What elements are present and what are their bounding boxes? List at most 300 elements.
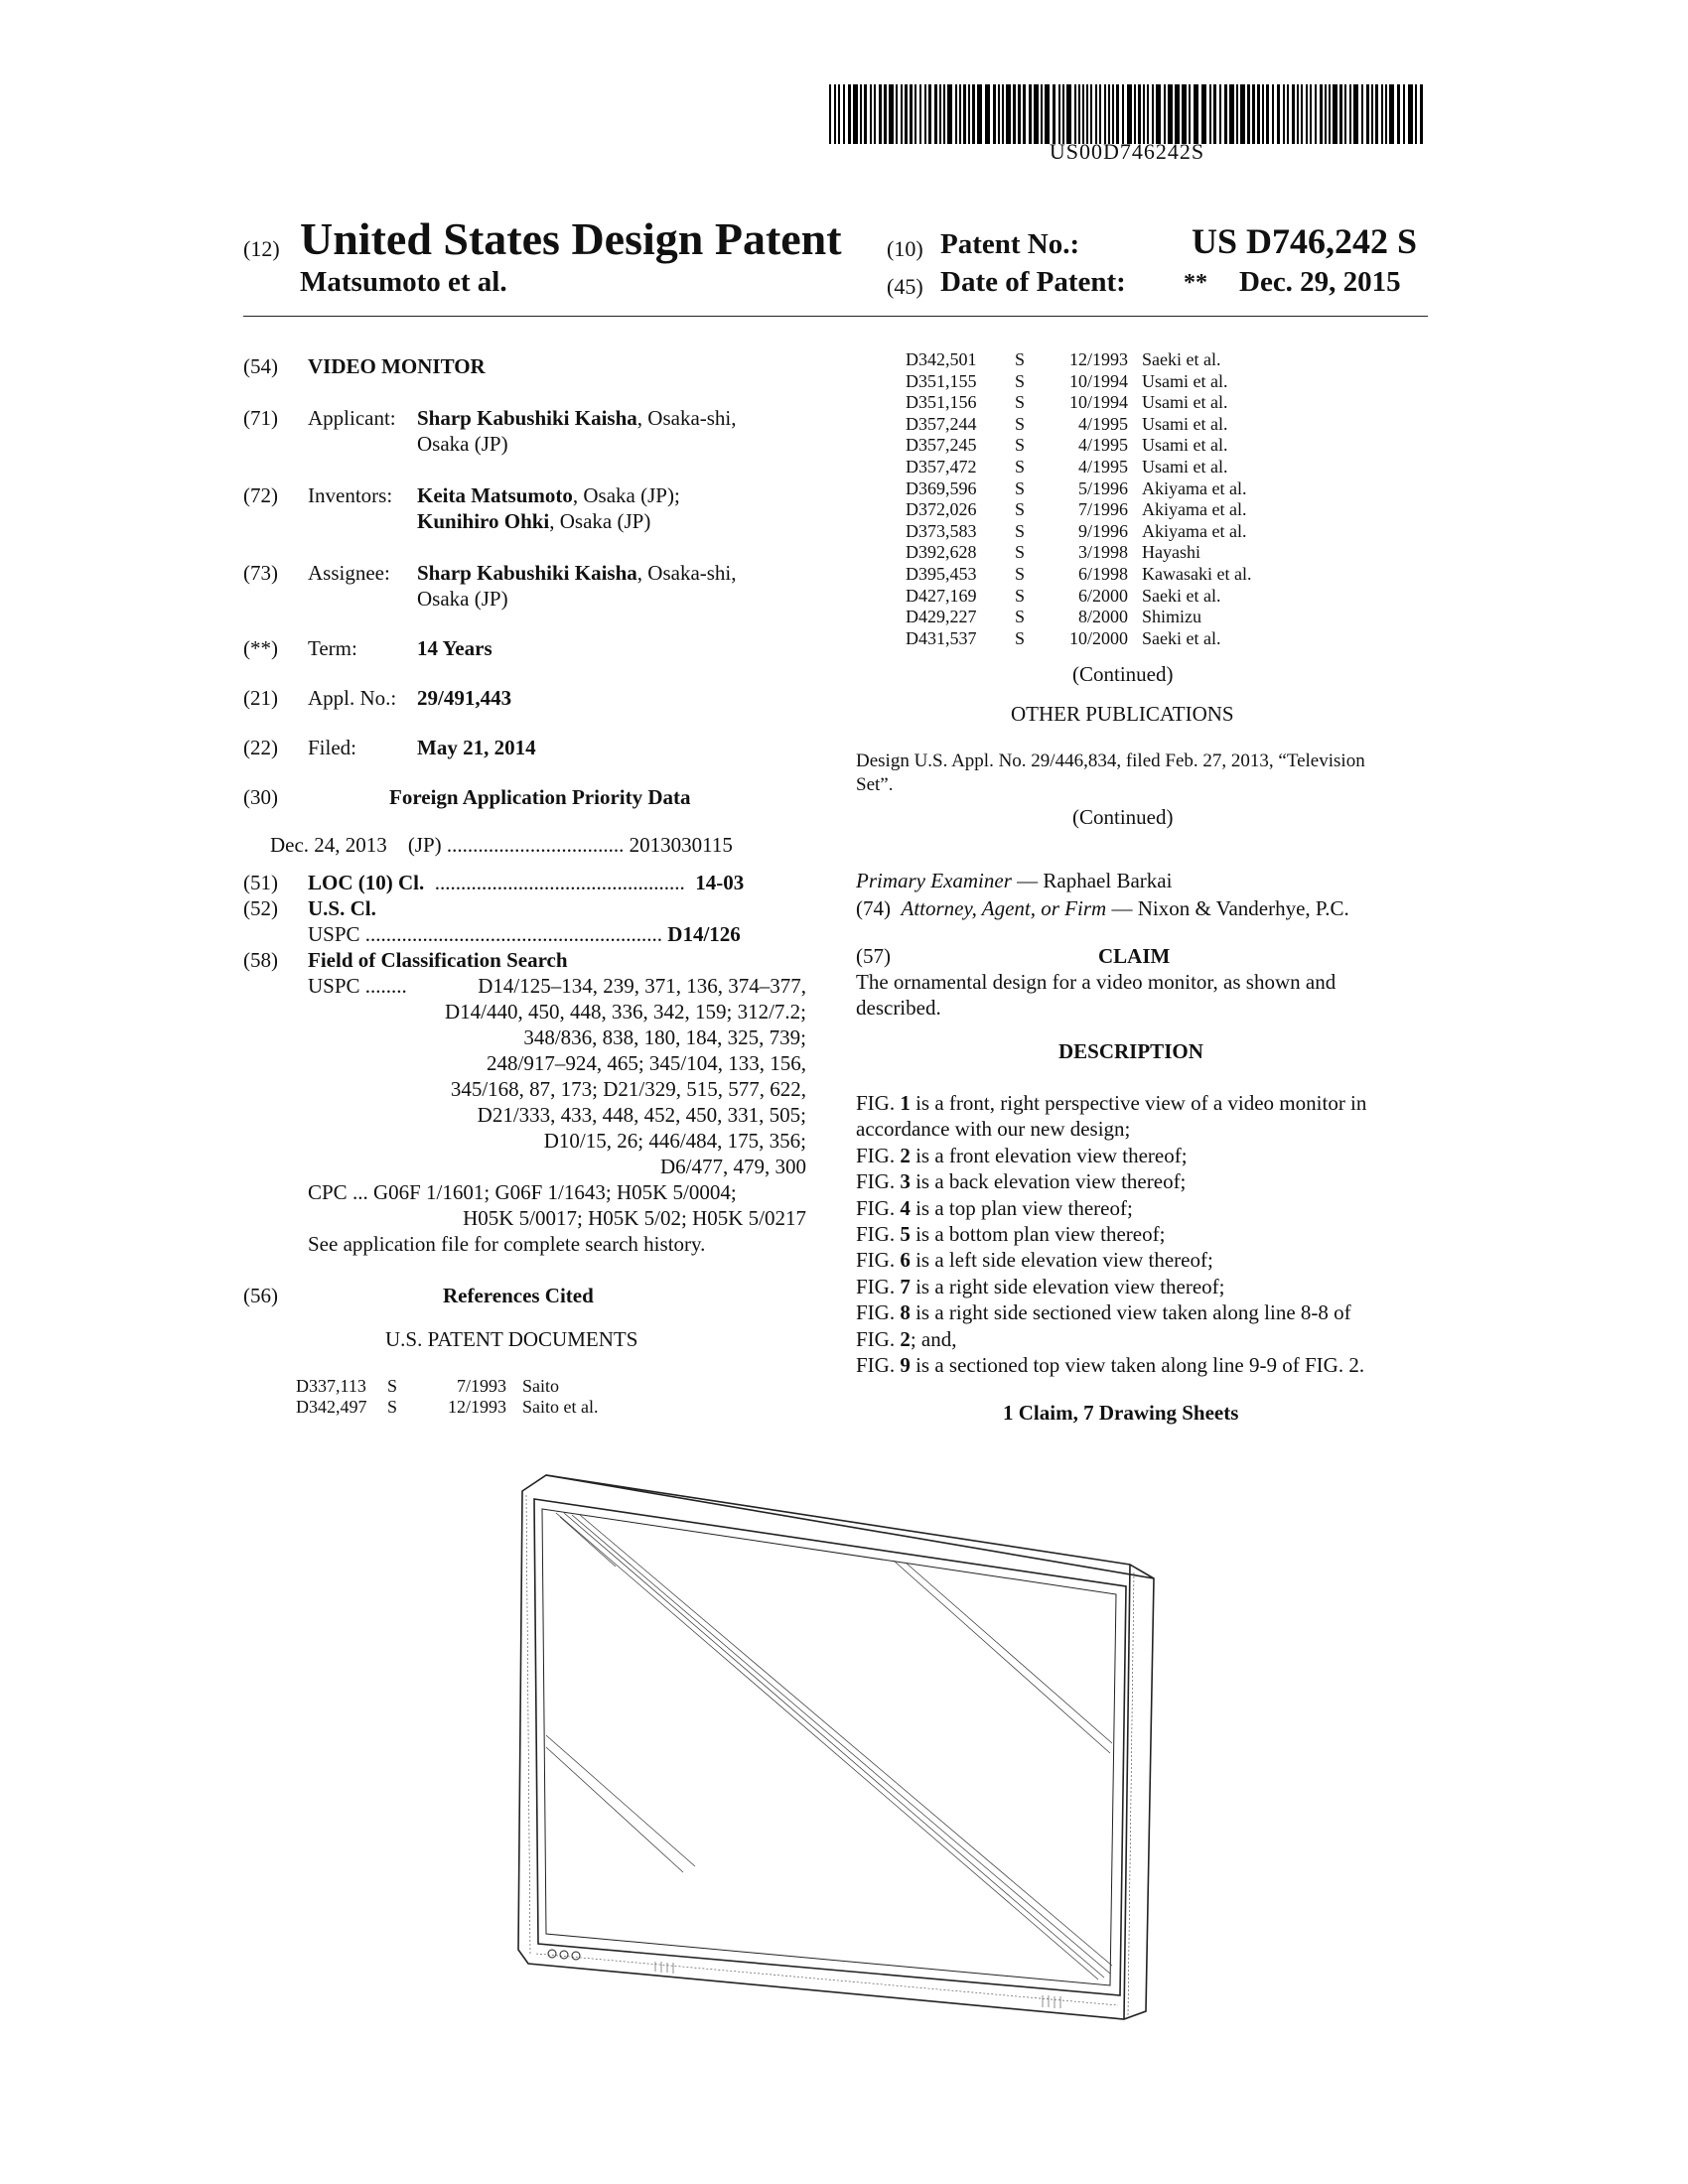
barcode-bar xyxy=(1315,84,1317,144)
ref-number: D342,501 xyxy=(906,349,977,369)
inventor-2-name: Kunihiro Ohki xyxy=(417,509,550,533)
fig-text: is a bottom plan view thereof; xyxy=(910,1222,1166,1247)
ref-kind: S xyxy=(1015,563,1026,584)
fig-prefix: accordance with our new design; xyxy=(856,1117,1131,1142)
assignee-location: , Osaka-shi, xyxy=(636,561,737,585)
date-label: Date of Patent: xyxy=(940,266,1126,298)
us-cl-label: U.S. Cl. xyxy=(308,896,376,920)
barcode-bar xyxy=(972,84,975,144)
barcode-bar xyxy=(1306,84,1308,144)
barcode-bar xyxy=(1134,84,1136,144)
inventor-1-name: Keita Matsumoto xyxy=(417,483,573,507)
attorney-name: — Nixon & Vanderhye, P.C. xyxy=(1106,896,1349,920)
ref-kind: S xyxy=(387,1397,398,1417)
ref-kind: S xyxy=(1015,478,1026,498)
ref-date: 3/1998 xyxy=(1077,542,1128,563)
barcode-bar xyxy=(1415,84,1417,144)
field-uspc-line: D14/440, 450, 448, 336, 342, 159; 312/7.2; xyxy=(444,1000,806,1024)
barcode-bar xyxy=(829,84,831,144)
barcode-bar xyxy=(1389,84,1394,144)
fig-prefix: FIG. xyxy=(856,1274,901,1298)
loc-label: LOC (10) Cl. xyxy=(308,871,425,894)
barcode-number: US00D746242S xyxy=(1049,139,1205,164)
barcode-bar xyxy=(843,84,845,144)
reference-row xyxy=(296,1376,598,1397)
fig-number: 4 xyxy=(900,1195,911,1220)
barcode-bar xyxy=(1029,84,1032,144)
barcode-bar xyxy=(1034,84,1039,144)
code-74: (74) xyxy=(856,896,891,920)
barcode-bar xyxy=(1252,84,1255,144)
reference-row xyxy=(906,499,1301,521)
ref-kind: S xyxy=(1015,456,1026,477)
barcode-bar xyxy=(910,84,913,144)
ref-date: 7/1993 xyxy=(456,1376,506,1396)
barcode-bar xyxy=(1099,84,1101,144)
reference-row xyxy=(906,521,1301,543)
barcode-bar xyxy=(1349,84,1351,144)
date-marker: ** xyxy=(1184,270,1207,296)
barcode-bar xyxy=(1168,84,1173,144)
barcode-bar xyxy=(959,84,961,144)
barcode-bar xyxy=(1045,84,1050,144)
figure-description xyxy=(856,1195,1366,1221)
loc-value: 14-03 xyxy=(695,871,745,894)
ref-kind: S xyxy=(1015,499,1026,520)
fig-text: is a front, right perspective view of a video monitor in xyxy=(910,1091,1367,1115)
assignee-name: Sharp Kabushiki Kaisha xyxy=(417,561,637,585)
ref-inventor: Akiyama et al. xyxy=(1142,478,1247,498)
barcode-bar xyxy=(838,84,840,144)
barcode-bar xyxy=(924,84,926,144)
ref-date: 9/1996 xyxy=(1077,520,1128,541)
barcode-bar xyxy=(1062,84,1064,144)
search-history-note: See application file for complete search history. xyxy=(308,1232,706,1256)
barcode-bar xyxy=(1292,84,1295,144)
claim-text xyxy=(856,969,1336,1021)
barcode-bar xyxy=(834,84,836,144)
examiner-name: — Raphael Barkai xyxy=(1011,869,1173,892)
barcode-bar xyxy=(1116,84,1119,144)
barcode-bar xyxy=(1143,84,1145,144)
barcode-bar xyxy=(848,84,851,144)
fig-number: 3 xyxy=(900,1169,911,1194)
barcode-bar xyxy=(1375,84,1378,144)
barcode-bar xyxy=(1086,84,1088,144)
figure-description xyxy=(856,1143,1366,1168)
ref-date: 10/2000 xyxy=(1068,627,1128,648)
barcode-bar xyxy=(1339,84,1342,144)
other-publication-line: Set”. xyxy=(856,774,894,795)
filed-date: May 21, 2014 xyxy=(417,736,536,759)
fig-text: is a right side elevation view thereof; xyxy=(910,1274,1225,1298)
control-buttons xyxy=(548,1950,580,1960)
ref-date: 4/1995 xyxy=(1077,435,1128,456)
ref-kind: S xyxy=(1015,520,1026,541)
monitor-edge-hatching xyxy=(526,1495,1134,2015)
claim-heading: CLAIM xyxy=(1098,944,1171,968)
barcode-bar xyxy=(1247,84,1250,144)
assignee xyxy=(417,560,737,612)
applicant xyxy=(417,405,737,457)
ref-inventor: Usami et al. xyxy=(1142,370,1228,391)
ref-kind: S xyxy=(1015,392,1026,413)
patent-date: Dec. 29, 2015 xyxy=(1239,266,1401,298)
barcode-bar xyxy=(1257,84,1260,144)
figure-description xyxy=(856,1274,1366,1299)
reference-row xyxy=(906,607,1301,628)
header-rule xyxy=(243,316,1428,317)
reference-row xyxy=(906,349,1301,371)
barcode-bar xyxy=(1095,84,1097,144)
screen-reflection-lines xyxy=(546,1513,1112,1979)
loc-class xyxy=(308,870,744,895)
description-heading: DESCRIPTION xyxy=(1058,1039,1203,1063)
barcode-bar xyxy=(1329,84,1331,144)
barcode-bar xyxy=(943,84,945,144)
ref-number: D373,583 xyxy=(906,520,977,541)
field-uspc-line: 345/168, 87, 173; D21/329, 515, 577, 622, xyxy=(450,1077,806,1101)
ref-number: D395,453 xyxy=(906,563,977,584)
fig-text: is a right side sectioned view taken along line 8-8 of xyxy=(910,1300,1351,1325)
ref-date: 10/1994 xyxy=(1068,392,1128,413)
figure-description xyxy=(856,1090,1366,1116)
barcode-bar xyxy=(860,84,862,144)
assignee-label: Assignee: xyxy=(308,561,390,585)
barcode-bar xyxy=(1287,84,1289,144)
barcode-bar xyxy=(1053,84,1055,144)
fig-text: is a top plan view thereof; xyxy=(910,1195,1133,1220)
barcode-bar xyxy=(1213,84,1216,144)
barcode-bar xyxy=(1152,84,1154,144)
barcode-bar xyxy=(1297,84,1299,144)
reference-row xyxy=(906,371,1301,393)
barcode-bar xyxy=(864,84,867,144)
barcode-bar xyxy=(1381,84,1383,144)
barcode-bar xyxy=(1266,84,1269,144)
ref-date: 12/1993 xyxy=(1068,349,1128,369)
barcode-bar xyxy=(853,84,858,144)
code-71: (71) xyxy=(243,406,278,430)
fig-prefix: FIG. xyxy=(856,1143,901,1167)
ref-date: 5/1996 xyxy=(1077,478,1128,498)
ref-inventor: Usami et al. xyxy=(1142,413,1228,434)
barcode-bar xyxy=(1229,84,1234,144)
fig-text: is a back elevation view thereof; xyxy=(910,1169,1187,1194)
inventors xyxy=(417,482,680,534)
barcode-bar xyxy=(1397,84,1400,144)
fig-prefix: FIG. xyxy=(856,1248,901,1273)
fig-number: 2 xyxy=(900,1143,911,1167)
ref-inventor: Akiyama et al. xyxy=(1142,499,1247,520)
barcode-bar xyxy=(1240,84,1245,144)
barcode-bar xyxy=(1333,84,1337,144)
barcode-bar xyxy=(1156,84,1161,144)
term-label: Term: xyxy=(308,636,357,660)
ref-number: D357,472 xyxy=(906,456,977,477)
ref-kind: S xyxy=(1015,349,1026,369)
claims-sheets-count: 1 Claim, 7 Drawing Sheets xyxy=(1003,1401,1239,1425)
fig-number: 1 xyxy=(900,1091,911,1115)
field-search-heading: Field of Classification Search xyxy=(308,948,568,972)
ref-number: D357,244 xyxy=(906,413,977,434)
barcode-bar xyxy=(884,84,887,144)
barcode-bar xyxy=(1272,84,1274,144)
field-uspc-line: D21/333, 433, 448, 452, 450, 331, 505; xyxy=(477,1103,806,1127)
barcode-bar xyxy=(1082,84,1084,144)
barcode-bar xyxy=(1301,84,1303,144)
cpc-line-2: H05K 5/0017; H05K 5/02; H05K 5/0217 xyxy=(463,1206,806,1230)
inventor-1-location: , Osaka (JP); xyxy=(572,483,680,507)
figure-description xyxy=(856,1168,1366,1194)
barcode-bar xyxy=(1175,84,1180,144)
barcode-bar xyxy=(874,84,876,144)
fig-number: 9 xyxy=(900,1353,911,1378)
barcode-bar xyxy=(985,84,990,144)
barcode-bar xyxy=(1201,84,1206,144)
foreign-number: 2013030115 xyxy=(629,833,733,857)
barcode-bar xyxy=(1209,84,1211,144)
foreign-date: Dec. 24, 2013 xyxy=(270,833,387,857)
code-73: (73) xyxy=(243,561,278,585)
appl-label: Appl. No.: xyxy=(308,686,397,710)
field-uspc-line: D14/125–134, 239, 371, 136, 374–377, xyxy=(478,974,806,998)
barcode-bar xyxy=(955,84,957,144)
ref-inventor: Saeki et al. xyxy=(1142,349,1221,369)
fig-prefix: FIG. xyxy=(856,1300,901,1325)
assignee-country: Osaka (JP) xyxy=(417,587,508,611)
ref-number: D351,156 xyxy=(906,392,977,413)
continued-marker: (Continued) xyxy=(1072,662,1174,686)
ref-kind: S xyxy=(1015,413,1026,434)
reference-row xyxy=(906,457,1301,478)
ref-number: D429,227 xyxy=(906,607,977,627)
barcode-bar xyxy=(1018,84,1021,144)
ref-kind: S xyxy=(1015,370,1026,391)
ref-date: 12/1993 xyxy=(447,1397,506,1417)
barcode-bar xyxy=(1090,84,1092,144)
uspc-label: USPC xyxy=(308,922,360,946)
barcode-bar xyxy=(1262,84,1264,144)
barcode-bar xyxy=(914,84,916,144)
reference-row xyxy=(906,478,1301,500)
applicant-location: , Osaka-shi, xyxy=(636,406,737,430)
attorney-label: Attorney, Agent, or Firm xyxy=(901,896,1107,920)
figure-description xyxy=(856,1326,1366,1352)
ref-inventor: Kawasaki et al. xyxy=(1142,563,1252,584)
ref-date: 4/1995 xyxy=(1077,413,1128,434)
ref-date: 10/1994 xyxy=(1068,370,1128,391)
ref-date: 7/1996 xyxy=(1077,499,1128,520)
barcode-bar xyxy=(1277,84,1280,144)
term-value: 14 Years xyxy=(417,636,492,660)
document-type: United States Design Patent xyxy=(300,213,842,264)
applicant-name: Sharp Kabushiki Kaisha xyxy=(417,406,637,430)
barcode-bar xyxy=(889,84,894,144)
ref-inventor: Usami et al. xyxy=(1142,456,1228,477)
barcode-bar xyxy=(1023,84,1026,144)
us-patent-documents-heading: U.S. PATENT DOCUMENTS xyxy=(385,1327,638,1351)
barcode-bar xyxy=(928,84,931,144)
reference-row xyxy=(906,435,1301,457)
ref-kind: S xyxy=(1015,435,1026,456)
code-45: (45) xyxy=(887,274,923,299)
fig-prefix: FIG. xyxy=(856,1326,901,1351)
foreign-priority-entry xyxy=(270,832,733,858)
barcode-bar xyxy=(1066,84,1071,144)
barcode-bar xyxy=(1189,84,1191,144)
fig-prefix: FIG. xyxy=(856,1091,901,1115)
inventors-label: Inventors: xyxy=(308,483,393,507)
ref-number: D431,537 xyxy=(906,627,977,648)
reference-row xyxy=(906,628,1301,650)
foreign-dots: .................................. xyxy=(446,833,625,857)
code-22: (22) xyxy=(243,736,278,759)
claim-line: The ornamental design for a video monitor, as shown and xyxy=(856,970,1336,994)
code-72: (72) xyxy=(243,483,278,507)
barcode-bar xyxy=(1041,84,1043,144)
barcode-bar xyxy=(998,84,1000,144)
barcode-bar xyxy=(870,84,872,144)
ref-kind: S xyxy=(1015,542,1026,563)
barcode-bar xyxy=(1006,84,1011,144)
fig-prefix: FIG. xyxy=(856,1222,901,1247)
barcode-bar xyxy=(1366,84,1369,144)
field-uspc-line: 248/917–924, 465; 345/104, 133, 156, xyxy=(486,1051,806,1075)
barcode-bar xyxy=(947,84,952,144)
ref-date: 4/1995 xyxy=(1077,456,1128,477)
barcode-bar xyxy=(1122,84,1124,144)
inventor-line: Matsumoto et al. xyxy=(300,266,507,298)
code-12: (12) xyxy=(243,236,280,261)
fig-text: is a sectioned top view taken along line 9-9 of FIG. 2. xyxy=(910,1353,1365,1378)
code-57: (57) xyxy=(856,944,891,968)
ref-inventor: Usami et al. xyxy=(1142,392,1228,413)
field-uspc-list xyxy=(377,973,806,1179)
barcode-bar xyxy=(1002,84,1004,144)
right-references-table xyxy=(906,349,1301,649)
code-30: (30) xyxy=(243,785,278,809)
barcode-bar xyxy=(1353,84,1358,144)
barcode-bar xyxy=(1361,84,1363,144)
field-uspc-label: USPC ........ xyxy=(308,974,407,998)
uspc-dots: ......................................................... xyxy=(364,922,663,946)
ref-inventor: Saito et al. xyxy=(522,1397,599,1417)
barcode-bar xyxy=(1236,84,1238,144)
ref-number: D337,113 xyxy=(296,1376,366,1396)
cpc-line-1: CPC ... G06F 1/1601; G06F 1/1643; H05K 5/0004; xyxy=(308,1180,737,1204)
barcode-bar xyxy=(1112,84,1114,144)
barcode-bar xyxy=(1219,84,1221,144)
barcode-bar xyxy=(1320,84,1323,144)
ref-kind: S xyxy=(1015,585,1026,606)
code-56: (56) xyxy=(243,1284,278,1307)
other-publications-heading: OTHER PUBLICATIONS xyxy=(1011,702,1234,726)
ref-inventor: Saeki et al. xyxy=(1142,627,1221,648)
barcode-bar xyxy=(1344,84,1346,144)
code-10: (10) xyxy=(887,236,923,261)
barcode-bar xyxy=(1074,84,1076,144)
ref-number: D427,169 xyxy=(906,585,977,606)
ref-kind: S xyxy=(1015,627,1026,648)
figure-description xyxy=(856,1247,1366,1273)
other-publication-line: Design U.S. Appl. No. 29/446,834, filed Feb. 27, 2013, “Television xyxy=(856,751,1365,771)
barcode-bar xyxy=(905,84,908,144)
barcode-bar xyxy=(1138,84,1141,144)
barcode-bar xyxy=(1147,84,1149,144)
code-58: (58) xyxy=(243,948,278,972)
fig-prefix: FIG. xyxy=(856,1353,901,1378)
barcode-bar xyxy=(1078,84,1080,144)
figure-descriptions xyxy=(856,1090,1366,1378)
ref-date: 6/1998 xyxy=(1077,563,1128,584)
figure-description xyxy=(856,1299,1366,1325)
continued-marker: (Continued) xyxy=(1072,805,1174,829)
reference-row xyxy=(906,392,1301,414)
code-51: (51) xyxy=(243,871,278,894)
barcode-bar xyxy=(1182,84,1187,144)
figure-description xyxy=(856,1221,1366,1247)
barcode-bar xyxy=(1104,84,1106,144)
barcode-bar xyxy=(1127,84,1132,144)
foreign-priority-heading: Foreign Application Priority Data xyxy=(389,785,691,809)
ref-inventor: Akiyama et al. xyxy=(1142,520,1247,541)
attorney xyxy=(856,895,1349,921)
ref-inventor: Hayashi xyxy=(1142,542,1200,563)
barcode-bar xyxy=(1108,84,1110,144)
patent-no-label: Patent No.: xyxy=(940,228,1080,260)
barcode-bar xyxy=(896,84,898,144)
ref-inventor: Saeki et al. xyxy=(1142,585,1221,606)
barcode-bar xyxy=(1058,84,1060,144)
left-references-table xyxy=(296,1376,598,1418)
reference-row xyxy=(906,564,1301,586)
references-heading: References Cited xyxy=(443,1284,594,1307)
barcode-bar xyxy=(1224,84,1227,144)
ref-inventor: Usami et al. xyxy=(1142,435,1228,456)
barcode-bar xyxy=(1403,84,1405,144)
fig-number: 5 xyxy=(900,1222,911,1247)
reference-row xyxy=(906,414,1301,436)
barcode-bar xyxy=(1310,84,1312,144)
barcode-bar xyxy=(939,84,941,144)
ref-kind: S xyxy=(387,1376,398,1396)
ref-kind: S xyxy=(1015,607,1026,627)
barcode-bar xyxy=(1164,84,1166,144)
ref-number: D372,026 xyxy=(906,499,977,520)
barcode-bar xyxy=(993,84,996,144)
reference-row xyxy=(906,542,1301,564)
title: VIDEO MONITOR xyxy=(308,354,486,378)
barcode-bar xyxy=(1325,84,1327,144)
ref-date: 8/2000 xyxy=(1077,607,1128,627)
figure-description xyxy=(856,1352,1366,1378)
code-21: (21) xyxy=(243,686,278,710)
ref-number: D351,155 xyxy=(906,370,977,391)
code-52: (52) xyxy=(243,896,278,920)
ref-inventor: Shimizu xyxy=(1142,607,1202,627)
barcode-bar xyxy=(919,84,921,144)
reference-row xyxy=(906,586,1301,608)
applicant-country: Osaka (JP) xyxy=(417,432,508,456)
monitor-drawing xyxy=(516,1469,1182,2025)
ref-inventor: Saito xyxy=(522,1376,560,1396)
fig-number: 6 xyxy=(900,1248,911,1273)
barcode-bar xyxy=(1283,84,1285,144)
appl-number: 29/491,443 xyxy=(417,686,512,710)
foreign-country: (JP) xyxy=(407,833,442,857)
fig-number: 7 xyxy=(900,1274,911,1298)
